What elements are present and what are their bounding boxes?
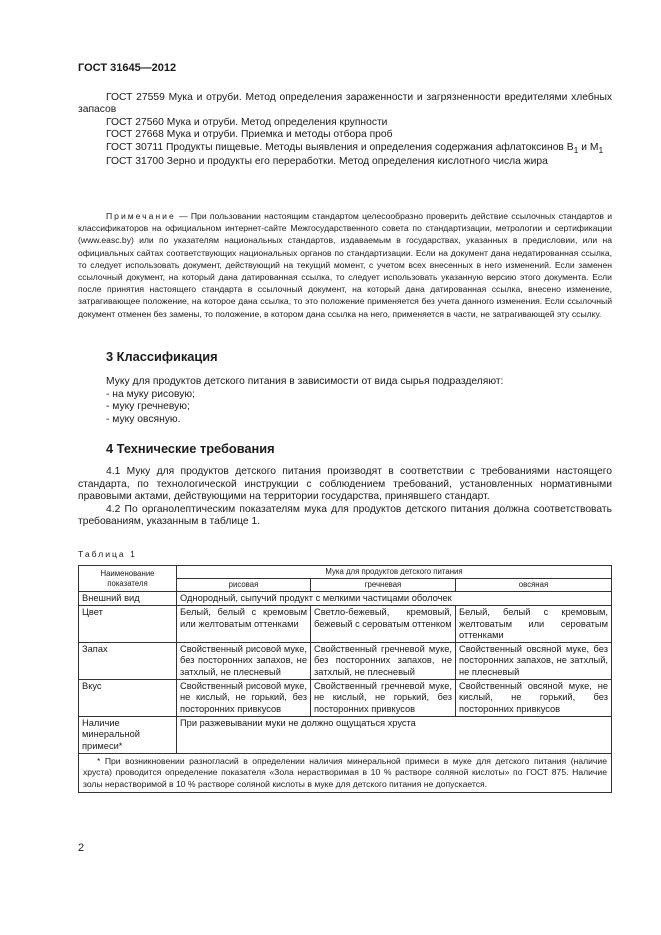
list-item: - на муку рисовую; [106, 388, 195, 400]
table-caption: Таблица 1 [78, 549, 137, 559]
cell-buckwheat: Светло-бежевый, кремовый, бежевый с сероватым оттенком [311, 606, 456, 643]
reference-gost-27668: ГОСТ 27668 Мука и отруби. Приемка и методы отбора проб [106, 129, 393, 141]
reference-gost-27560: ГОСТ 27560 Мука и отруби. Метод определения крупности [106, 116, 388, 128]
row-value: При разжевывании муки не должно ощущаться хруста [177, 716, 612, 753]
cell-buckwheat: Свойственный гречневой муке, не кислый, не горький, без посторонних привкусов [311, 680, 456, 717]
cell-oat: Свойственный овсяной муке, не кислый, не горький, без посторонних привкусов [456, 680, 612, 717]
paragraph-4-1: 4.1 Муку для продуктов детского питания производят в соответствии с требованиями настоящего стандарта, по технологической инструкции с соблюдением требований, установленных нормативными правовыми актами, действующими на территории государства, принявшего стандарт. [78, 466, 612, 503]
cell-rice: Белый, белый с кремовым или желтоватым оттенками [177, 606, 311, 643]
references-note [78, 210, 612, 320]
aflatoxin-m1-letter: и М [578, 141, 599, 153]
row-name: Запах [79, 643, 177, 680]
row-name: Наличие минеральной примеси* [79, 716, 177, 753]
cell-rice: Свойственный рисовой муке, не кислый, не горький, без посторонних привкусов [177, 680, 311, 717]
cell-oat: Свойственный овсяной муке, без посторонних запахов, не затхлый, не плесневый [456, 643, 612, 680]
row-name: Внешний вид [79, 592, 177, 606]
table-row [79, 606, 612, 643]
note-label: Примечание [106, 211, 176, 221]
aflatoxin-b1-letter: В [566, 141, 574, 153]
row-name: Цвет [79, 606, 177, 643]
row-value: Однородный, сыпучий продукт с мелкими частицами оболочек [177, 592, 612, 606]
list-item: - муку овсяную. [106, 413, 181, 425]
header-param: Наименование показателя [79, 566, 177, 592]
table-row [79, 592, 612, 606]
reference-gost-31700: ГОСТ 31700 Зерно и продукты его переработки. Метод определения кислотного числа жира [106, 156, 548, 168]
cell-rice: Свойственный рисовой муке, без посторонних запахов, не затхлый, не плесневый [177, 643, 311, 680]
table-row [79, 643, 612, 680]
table-row [79, 680, 612, 717]
section-4-body [78, 466, 612, 529]
organoleptic-table [78, 565, 612, 793]
paragraph-4-2: 4.2 По органолептическим показателям мука для продуктов детского питания должна соответствовать требованиям, указанным в таблице 1. [78, 503, 612, 528]
reference-gost-30711 [78, 142, 612, 156]
page-number: 2 [78, 842, 85, 854]
row-name: Вкус [79, 680, 177, 717]
aflatoxin-m1-sub: 1 [598, 144, 604, 155]
section-4-title: 4 Технические требования [106, 441, 275, 456]
note-text: — При пользовании настоящим стандартом целесообразно проверить действие ссылочных стандартов и классификаторов на официальном интернет-сайте Межгосударственного совета по стандартизации, метрологии и сертификации (www.easc.by) или по указателям национальных стандартов, издаваемым в государствах, указанных в предисловии, или на официальных сайтах соответствующих национальных органов по стандартизации. Если на документ дана недатированная ссылка, то следует использовать документ, действующий на текущий момент, с учетом всех внесенных в него изменений. Если заменен ссылочный документ, на который дана датированная ссылка, то следует использовать указанную версию этого документа. Если после принятия настоящего стандарта в ссылочный документ, на который дана датированная ссылка, внесено изменение, затрагивающее положение, на которое дана ссылка, то это положение применяется без учета данного изменения. Если ссылочный документ отменен без замены, то положение, в котором дана ссылка на него, применяется в части, не затрагивающей эту ссылку. [78, 211, 612, 319]
table-row [79, 716, 612, 753]
table-header-row [79, 566, 612, 579]
list-item: - муку гречневую; [106, 401, 190, 412]
cell-buckwheat: Свойственный гречневой муке, без посторонних запахов, не затхлый, не плесневый [311, 643, 456, 680]
reference-gost-27559: ГОСТ 27559 Мука и отруби. Метод определения зараженности и загрязненности вредителями хлебных запасов [78, 92, 612, 116]
header-buckwheat: гречневая [311, 579, 456, 592]
header-rice: рисовая [177, 579, 311, 592]
aflatoxin-b1-sub: 1 [573, 144, 579, 155]
section-3-intro: Муку для продуктов детского питания в зависимости от вида сырья подразделяют: [106, 376, 504, 387]
document-id-header: ГОСТ 31645—2012 [78, 62, 177, 74]
table-footnote-row [79, 753, 612, 792]
header-oat: овсяная [456, 579, 612, 592]
reference-gost-30711-text: ГОСТ 30711 Продукты пищевые. Методы выявления и определения содержания афлатоксинов [106, 141, 564, 153]
section-3-body [106, 376, 616, 426]
cell-oat: Белый, белый с кремовым, желтоватым или сероватым оттенками [456, 606, 612, 643]
table-footnote: * При возникновении разногласий в определении наличия минеральной примеси в муке для детского питания (наличие хруста) проводится определение показателя «Зола нерастворимая в 10 % растворе соляной кислоты» по ГОСТ 875. Наличие золы нерастворимой в 10 % растворе соляной кислоты в муке для детского питания не допускается. [79, 753, 612, 792]
normative-references [78, 92, 612, 168]
section-3-title: 3 Классификация [106, 349, 218, 364]
header-group: Мука для продуктов детского питания [177, 566, 612, 579]
